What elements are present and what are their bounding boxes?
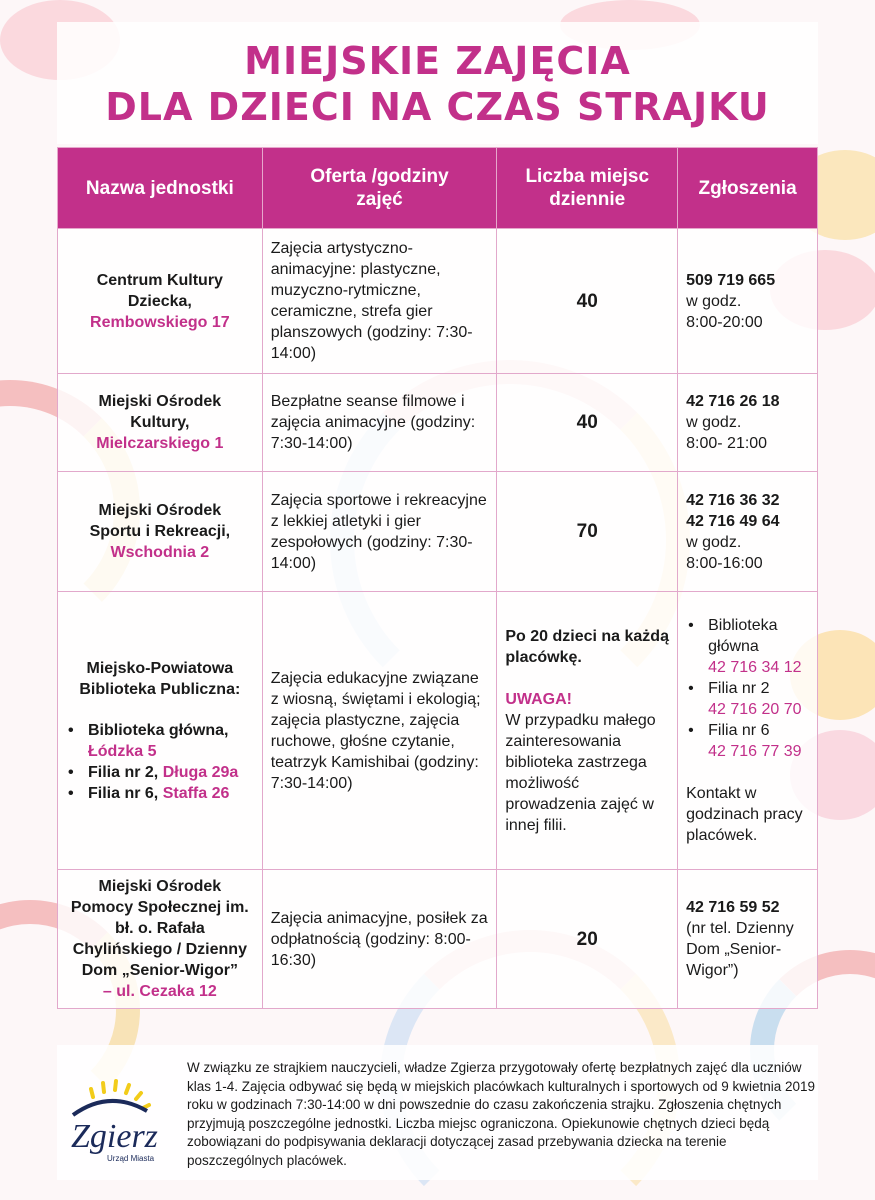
header-places: Liczba miejsc dziennie — [497, 148, 678, 229]
hours-label: w godz. — [686, 414, 742, 431]
phone: 509 719 665 — [686, 271, 776, 289]
phone: 42 716 36 32 — [686, 491, 780, 509]
zgierz-logo — [69, 1075, 159, 1165]
branch-item — [66, 720, 254, 762]
applications-cell — [678, 592, 818, 870]
table-row — [58, 592, 818, 870]
unit-address: – ul. Cezaka 12 — [102, 983, 217, 1000]
unit-name: Miejski Ośrodek Sportu i Rekreacji, — [89, 502, 231, 540]
contact-label: • Filia nr 6 — [708, 722, 770, 739]
activities-table — [57, 147, 818, 1009]
places-cell: 70 — [497, 472, 678, 592]
table-row — [58, 870, 818, 1009]
unit-name: Miejsko-Powiatowa Biblioteka Publiczna: — [79, 659, 241, 698]
places-cell: 20 — [497, 870, 678, 1009]
offer-cell: Zajęcia sportowe i rekreacyjne z lekkiej atletyki i gier zespołowych (godziny: 7:30-14:00) — [262, 472, 497, 592]
branch-address: Długa 29a — [162, 763, 239, 781]
phone-note: (nr tel. Dzienny Dom „Senior-Wigor”) — [686, 920, 794, 979]
places-text: Po 20 dzieci na każdą placówkę. — [505, 627, 669, 666]
hours: 8:00-16:00 — [686, 554, 763, 572]
phone: 42 716 26 18 — [686, 393, 780, 410]
unit-address: Wschodnia 2 — [110, 544, 210, 561]
contact-note: Kontakt w godzinach pracy placówek. — [686, 785, 803, 844]
contact-item — [686, 678, 809, 720]
contact-list — [686, 615, 809, 762]
table-row — [58, 229, 818, 374]
offer-cell: Zajęcia edukacyjne związane z wiosną, świętami i ekologią; zajęcia plastyczne, zajęcia ruchowe, głośne czytanie, teatrzyk Kamishibai (godziny: 7:30-14:00) — [262, 592, 497, 870]
applications-cell — [678, 870, 818, 1009]
places-cell: 40 — [497, 229, 678, 374]
unit-name-cell — [58, 374, 263, 472]
offer-cell: Bezpłatne seanse filmowe i zajęcia animacyjne (godziny: 7:30-14:00) — [262, 374, 497, 472]
unit-address: Rembowskiego 17 — [90, 313, 230, 331]
branch-item — [66, 783, 254, 804]
unit-name: Miejski Ośrodek Kultury, — [98, 393, 222, 431]
title-line-2: DLA DZIECI NA CZAS STRAJKU — [105, 85, 770, 129]
unit-name: Centrum Kultury Dziecka, — [96, 271, 223, 310]
phone: 42 716 59 52 — [686, 899, 780, 916]
table-row — [58, 472, 818, 592]
hours-label: w godz. — [686, 292, 742, 310]
applications-cell — [678, 472, 818, 592]
places-cell: 40 — [497, 374, 678, 472]
applications-cell — [678, 229, 818, 374]
branch-label: Filia nr 6, — [88, 784, 159, 802]
contact-item — [686, 615, 809, 678]
header-unit-name: Nazwa jednostki — [58, 148, 263, 229]
branch-label: Biblioteka główna, — [88, 721, 229, 739]
unit-name-cell — [58, 472, 263, 592]
svg-text:Urząd Miasta: Urząd Miasta — [107, 1154, 155, 1163]
branch-list — [66, 720, 254, 804]
unit-name-cell — [58, 592, 263, 870]
svg-text:Zgierz: Zgierz — [71, 1118, 158, 1155]
header-offer: Oferta /godziny zajęć — [262, 148, 497, 229]
unit-name-cell — [58, 229, 263, 374]
unit-address: Mielczarskiego 1 — [96, 435, 224, 452]
footer-text: W związku ze strajkiem nauczycieli, władze Zgierza przygotowały ofertę bezpłatnych zajęć dla uczniów klas 1-4. Zajęcia odbywać się będą w miejskich placówkach kulturalnych i sportowych od 9 kwietnia 2019 roku w godzinach 7:30-14:00 w dni powszednie do czasu zakończenia strajku. Zgłoszenia chętnych przyjmują poszczególne jednostki. Liczba miejsc ograniczona. Opiekunowie chętnych dzieci będą zobowiązani do podpisywania deklaracji dotyczącej zasad przebywania dziecka na terenie poszczególnych placówek. — [187, 1060, 816, 1168]
contact-phone: 42 716 20 70 — [708, 701, 802, 718]
offer-cell: Zajęcia artystyczno-animacyjne: plastyczne, muzyczno-rytmiczne, ceramiczne, strefa gier planszowych (godziny: 7:30-14:00) — [262, 229, 497, 374]
places-cell — [497, 592, 678, 870]
page-title — [0, 38, 875, 130]
unit-name: Miejski Ośrodek Pomocy Społecznej im. bł. o. Rafała Chylińskiego / Dzienny Dom „Senior-Wigor” — [70, 878, 249, 979]
offer-cell: Zajęcia animacyjne, posiłek za odpłatnością (godziny: 8:00-16:30) — [262, 870, 497, 1009]
phone-2: 42 716 49 64 — [686, 512, 780, 530]
table-header-row — [58, 148, 818, 229]
hours: 8:00-20:00 — [686, 313, 763, 331]
sun-icon — [69, 1075, 159, 1165]
branch-address: Staffa 26 — [162, 784, 230, 802]
warning-label: UWAGA! — [505, 690, 572, 708]
branch-item — [66, 762, 254, 783]
warning-text: W przypadku małego zainteresowania biblioteka zastrzega możliwość prowadzenia zajęć w innej filii. — [505, 711, 656, 834]
title-line-1: MIEJSKIE ZAJĘCIA — [244, 39, 631, 83]
contact-phone: 42 716 77 39 — [708, 743, 802, 760]
contact-phone: 42 716 34 12 — [708, 659, 802, 676]
hours-label: w godz. — [686, 533, 742, 551]
unit-name-cell — [58, 870, 263, 1009]
footer — [57, 1045, 818, 1180]
hours: 8:00- 21:00 — [686, 435, 768, 452]
applications-cell — [678, 374, 818, 472]
branch-label: Filia nr 2, — [88, 763, 159, 781]
branch-address: Łódzka 5 — [88, 742, 157, 760]
table-row — [58, 374, 818, 472]
contact-label: • Filia nr 2 — [708, 680, 770, 697]
header-applications: Zgłoszenia — [678, 148, 818, 229]
contact-item — [686, 720, 809, 762]
contact-label: • Biblioteka główna — [708, 617, 778, 655]
